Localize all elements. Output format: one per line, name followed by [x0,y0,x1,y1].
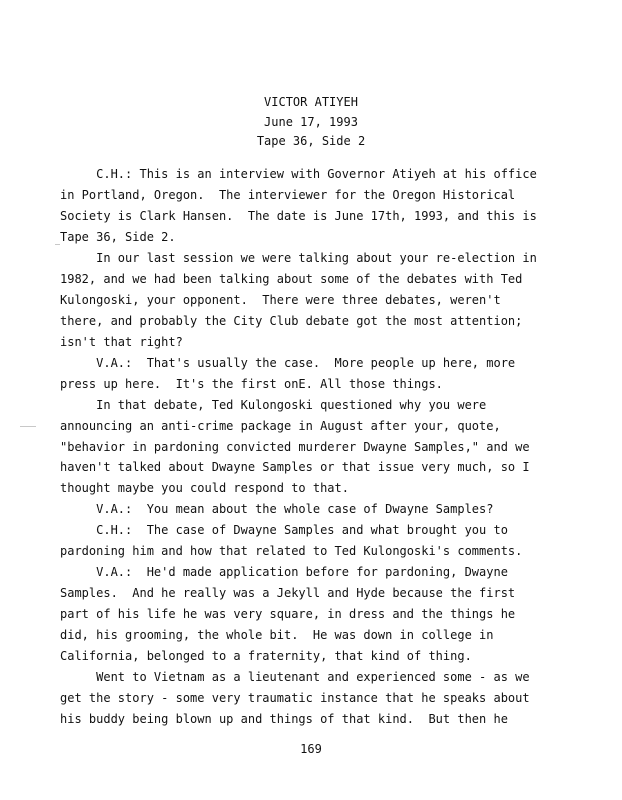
text-line: Samples. And he really was a Jekyll and Hyde because the first [60,586,516,600]
text-line: isn't that right? [60,335,183,349]
interviewee-name: VICTOR ATIYEH [264,95,358,109]
text-line: Kulongoski, your opponent. There were three debates, weren't [60,293,501,307]
text-line: C.H.: The case of Dwayne Samples and what brought you to [60,523,508,537]
text-line: in Portland, Oregon. The interviewer for the Oregon Historical [60,188,516,202]
text-line: get the story - some very traumatic instance that he speaks about [60,691,530,705]
text-line: did, his grooming, the whole bit. He was down in college in [60,628,494,642]
text-line: V.A.: That's usually the case. More people up here, more [60,356,516,370]
text-line: Went to Vietnam as a lieutenant and experienced some - as we [60,670,530,684]
tape-side: Tape 36, Side 2 [256,134,366,148]
margin-mark [20,426,36,427]
text-line: haven't talked about Dwayne Samples or that issue very much, so I [60,460,530,474]
text-line: Tape 36, Side 2. [60,230,176,244]
text-line: V.A.: You mean about the whole case of Dwayne Samples? [60,502,494,516]
text-line: "behavior in pardoning convicted murderer Dwayne Samples," and we [60,440,530,454]
text-line: 1982, and we had been talking about some of the debates with Ted [60,272,523,286]
interview-date: June 17, 1993 [264,115,358,129]
text-line: part of his life he was very square, in dress and the things he [60,607,516,621]
text-line: there, and probably the City Club debate got the most attention; [60,314,523,328]
text-line: In our last session we were talking about your re-election in [60,251,537,265]
text-line: press up here. It's the first onE. All those things. [60,377,443,391]
text-line: thought maybe you could respond to that. [60,481,349,495]
text-line: pardoning him and how that related to Ted Kulongoski's comments. [60,544,523,558]
text-line: his buddy being blown up and things of that kind. But then he [60,712,508,726]
text-line: V.A.: He'd made application before for pardoning, Dwayne [60,565,508,579]
text-line: California, belonged to a fraternity, that kind of thing. [60,649,472,663]
text-line: C.H.: This is an interview with Governor Atiyeh at his office [60,167,537,181]
text-line: announcing an anti-crime package in August after your, quote, [60,419,501,433]
text-line: In that debate, Ted Kulongoski questioned why you were [60,398,487,412]
page-number: 169 [300,742,322,756]
text-line: Society is Clark Hansen. The date is June 17th, 1993, and this is [60,209,537,223]
